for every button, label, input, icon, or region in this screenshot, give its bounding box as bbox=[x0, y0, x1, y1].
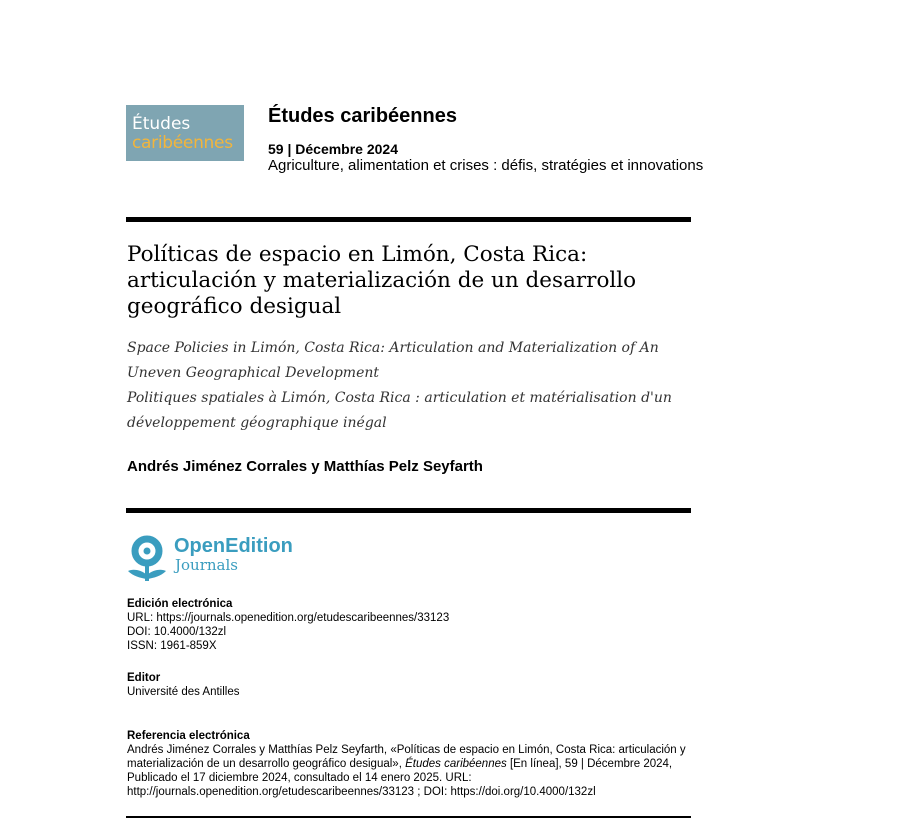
issue-theme: Agriculture, alimentation et crises : défis, stratégies et innovations bbox=[268, 157, 704, 174]
reference-text-before: Andrés Jiménez Corrales y Matthías Pelz Seyfarth, «Políticas de espacio en Limón, Costa Rica: articulación y materialización de un desarrollo geográfico desigual», bbox=[127, 744, 686, 770]
footer-divider bbox=[126, 816, 691, 818]
logo-line-caribeennes: caribéennes bbox=[132, 133, 233, 153]
issue-number: 59 | Décembre 2024 bbox=[268, 141, 399, 157]
electronic-reference bbox=[127, 729, 692, 799]
edition-issn: ISSN: 1961-859X bbox=[127, 640, 217, 652]
edition-url[interactable]: URL: https://journals.openedition.org/etudescaribeennes/33123 bbox=[127, 612, 450, 624]
logo-line-etudes: Études bbox=[132, 114, 191, 134]
openedition-name: OpenEdition bbox=[174, 535, 293, 557]
journal-name: Études caribéennes bbox=[268, 105, 457, 127]
electronic-edition bbox=[127, 597, 692, 653]
title-french: Politiques spatiales à Limón, Costa Rica : articulation et matérialisation d'un développement géographique inégal bbox=[127, 390, 672, 431]
reference-journal-title: Études caribéennes bbox=[405, 758, 507, 770]
openedition-flower-icon bbox=[126, 535, 168, 583]
editor-heading: Editor bbox=[127, 672, 161, 684]
authors-divider bbox=[126, 508, 691, 513]
editor-section bbox=[127, 671, 692, 699]
reference-heading: Referencia electrónica bbox=[127, 730, 250, 742]
openedition-journals: Journals bbox=[175, 556, 238, 574]
editor-name: Université des Antilles bbox=[127, 686, 240, 698]
edition-heading: Edición electrónica bbox=[127, 598, 233, 610]
journal-logo bbox=[126, 105, 244, 161]
reference-text-after: [En línea], 59 | Décembre 2024, Publicado el 17 diciembre 2024, consultado el 14 enero 2025. URL: http://journals.openedition.org/etudescaribeennes/33123 ; DOI: https://doi.org/10.4000/132zl bbox=[127, 758, 673, 798]
article-authors: Andrés Jiménez Corrales y Matthías Pelz Seyfarth bbox=[127, 458, 483, 475]
reference-text bbox=[127, 743, 692, 799]
translated-titles bbox=[127, 336, 687, 436]
title-english: Space Policies in Limón, Costa Rica: Articulation and Materialization of An Uneven Geographical Development bbox=[127, 340, 659, 381]
header-divider bbox=[126, 217, 691, 222]
article-title: Políticas de espacio en Limón, Costa Rica: articulación y materialización de un desarrollo geográfico desigual bbox=[127, 242, 637, 319]
edition-doi[interactable]: DOI: 10.4000/132zl bbox=[127, 626, 227, 638]
